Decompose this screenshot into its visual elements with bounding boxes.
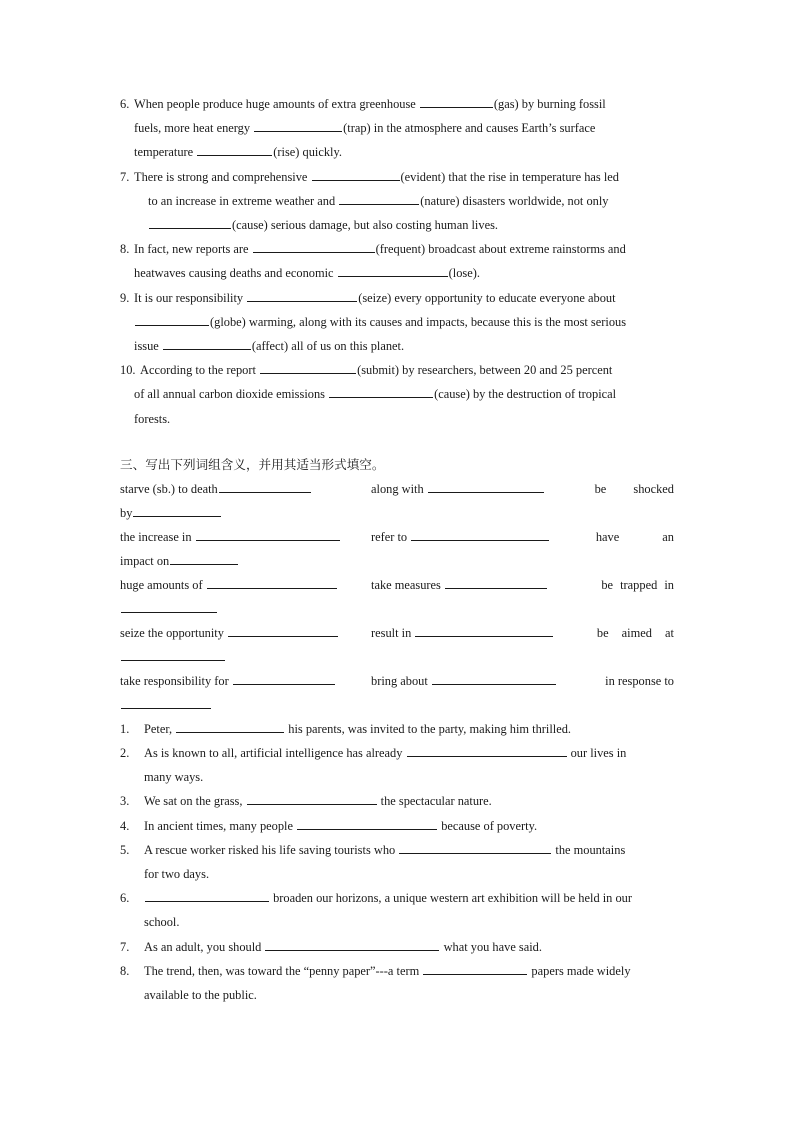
phrase: starve (sb.) to death [120,481,218,496]
phrase: be shocked [594,481,674,496]
item-number: 10. [120,363,136,378]
sentence-section [120,717,674,1007]
answer-blank[interactable] [170,551,238,565]
phrase: in response to [605,673,674,688]
answer-blank[interactable] [149,215,231,229]
phrase-row [120,477,674,525]
answer-blank[interactable] [428,479,544,493]
list-item: 5. A rescue worker risked his life saving tourists who the mountains for two days. [120,838,674,886]
list-item: 7. There is strong and comprehensive (evident) that the rise in temperature has led to an increase in extreme weather and (nature) disasters worldwide, not only (cause) serious damage, but also costing human lives. [120,165,674,238]
answer-blank[interactable] [196,527,340,541]
answer-blank[interactable] [312,167,400,181]
phrase: be trapped in [601,577,674,592]
item-number: 6. [120,891,130,906]
item-number: 5. [120,842,130,857]
item-number: 7. [120,939,130,954]
phrase-row [120,621,674,669]
answer-blank[interactable] [145,888,269,902]
answer-blank[interactable] [297,816,437,830]
answer-blank[interactable] [265,937,439,951]
answer-blank[interactable] [228,623,338,637]
answer-blank[interactable] [233,671,335,685]
item-number: 6. [120,97,130,111]
list-item: 1. Peter, his parents, was invited to the party, making him thrilled. [120,717,674,741]
answer-blank[interactable] [247,288,357,302]
answer-blank[interactable] [247,791,377,805]
answer-blank[interactable] [432,671,556,685]
item-number: 7. [120,169,130,184]
list-item: 10. According to the report (submit) by researchers, between 20 and 25 percent of all annual carbon dioxide emissions (cause) by the destruction of tropical forests. [120,358,674,431]
list-item: 6. broaden our horizons, a unique western art exhibition will be held in our school. [120,886,674,934]
phrase-row [120,573,674,621]
answer-blank[interactable] [407,743,567,757]
phrase: bring about [371,673,428,688]
item-number: 3. [120,794,130,809]
list-item: 9. It is our responsibility (seize) every opportunity to educate everyone about (globe) warming, along with its causes and impacts, because this is the most serious issue (affect) all of us on this planet. [120,286,674,359]
phrase: impact on [120,553,170,568]
answer-blank[interactable] [219,479,311,493]
phrase-row [120,669,674,717]
item-number: 8. [120,963,130,978]
answer-blank[interactable] [133,503,221,517]
answer-blank[interactable] [339,191,419,205]
phrase: the increase in [120,529,192,544]
answer-blank[interactable] [423,961,527,975]
list-item: 8. The trend, then, was toward the “penny paper”---a term papers made widely available to the public. [120,959,674,1007]
item-number: 2. [120,746,130,761]
answer-blank[interactable] [445,575,547,589]
answer-blank[interactable] [399,840,551,854]
phrase: result in [371,625,412,640]
answer-blank[interactable] [121,695,211,709]
item-number: 1. [120,721,130,736]
answer-blank[interactable] [411,527,549,541]
answer-blank[interactable] [135,312,209,326]
list-item: 6. When people produce huge amounts of extra greenhouse (gas) by burning fossil fuels, more heat energy (trap) in the atmosphere and causes Earth’s surface temperature (rise) quickly. [120,92,674,165]
answer-blank[interactable] [197,142,272,156]
section-heading: 三、写出下列词组含义，并用其适当形式填空。 [120,456,385,472]
list-item: 7. As an adult, you should what you have said. [120,935,674,959]
phrase: have an [595,529,674,544]
phrase: take measures [371,577,441,592]
answer-blank[interactable] [415,623,553,637]
item-number: 4. [120,818,130,833]
worksheet-page [120,92,674,1007]
phrase: seize the opportunity [120,625,224,640]
answer-blank[interactable] [420,94,493,108]
answer-blank[interactable] [338,263,448,277]
answer-blank[interactable] [260,360,356,374]
list-item: 2. As is known to all, artificial intelligence has already our lives in many ways. [120,741,674,789]
phrase: by [120,505,133,520]
word-form-section [120,92,674,431]
phrase-row [120,525,674,573]
answer-blank[interactable] [253,239,375,253]
answer-blank[interactable] [121,599,217,613]
list-item: 4. In ancient times, many people because of poverty. [120,814,674,838]
answer-blank[interactable] [329,384,433,398]
phrase: take responsibility for [120,673,229,688]
phrase: refer to [371,529,408,544]
phrase: along with [371,481,424,496]
phrase: huge amounts of [120,577,203,592]
list-item: 3. We sat on the grass, the spectacular nature. [120,789,674,813]
answer-blank[interactable] [254,118,342,132]
phrase: be aimed at [596,625,674,640]
list-item: 8. In fact, new reports are (frequent) broadcast about extreme rainstorms and heatwaves causing deaths and economic (lose). [120,237,674,285]
item-number: 9. [120,290,130,305]
answer-blank[interactable] [207,575,337,589]
answer-blank[interactable] [176,719,284,733]
answer-blank[interactable] [163,336,251,350]
phrase-list [120,477,674,717]
answer-blank[interactable] [121,647,225,661]
item-number: 8. [120,242,130,257]
